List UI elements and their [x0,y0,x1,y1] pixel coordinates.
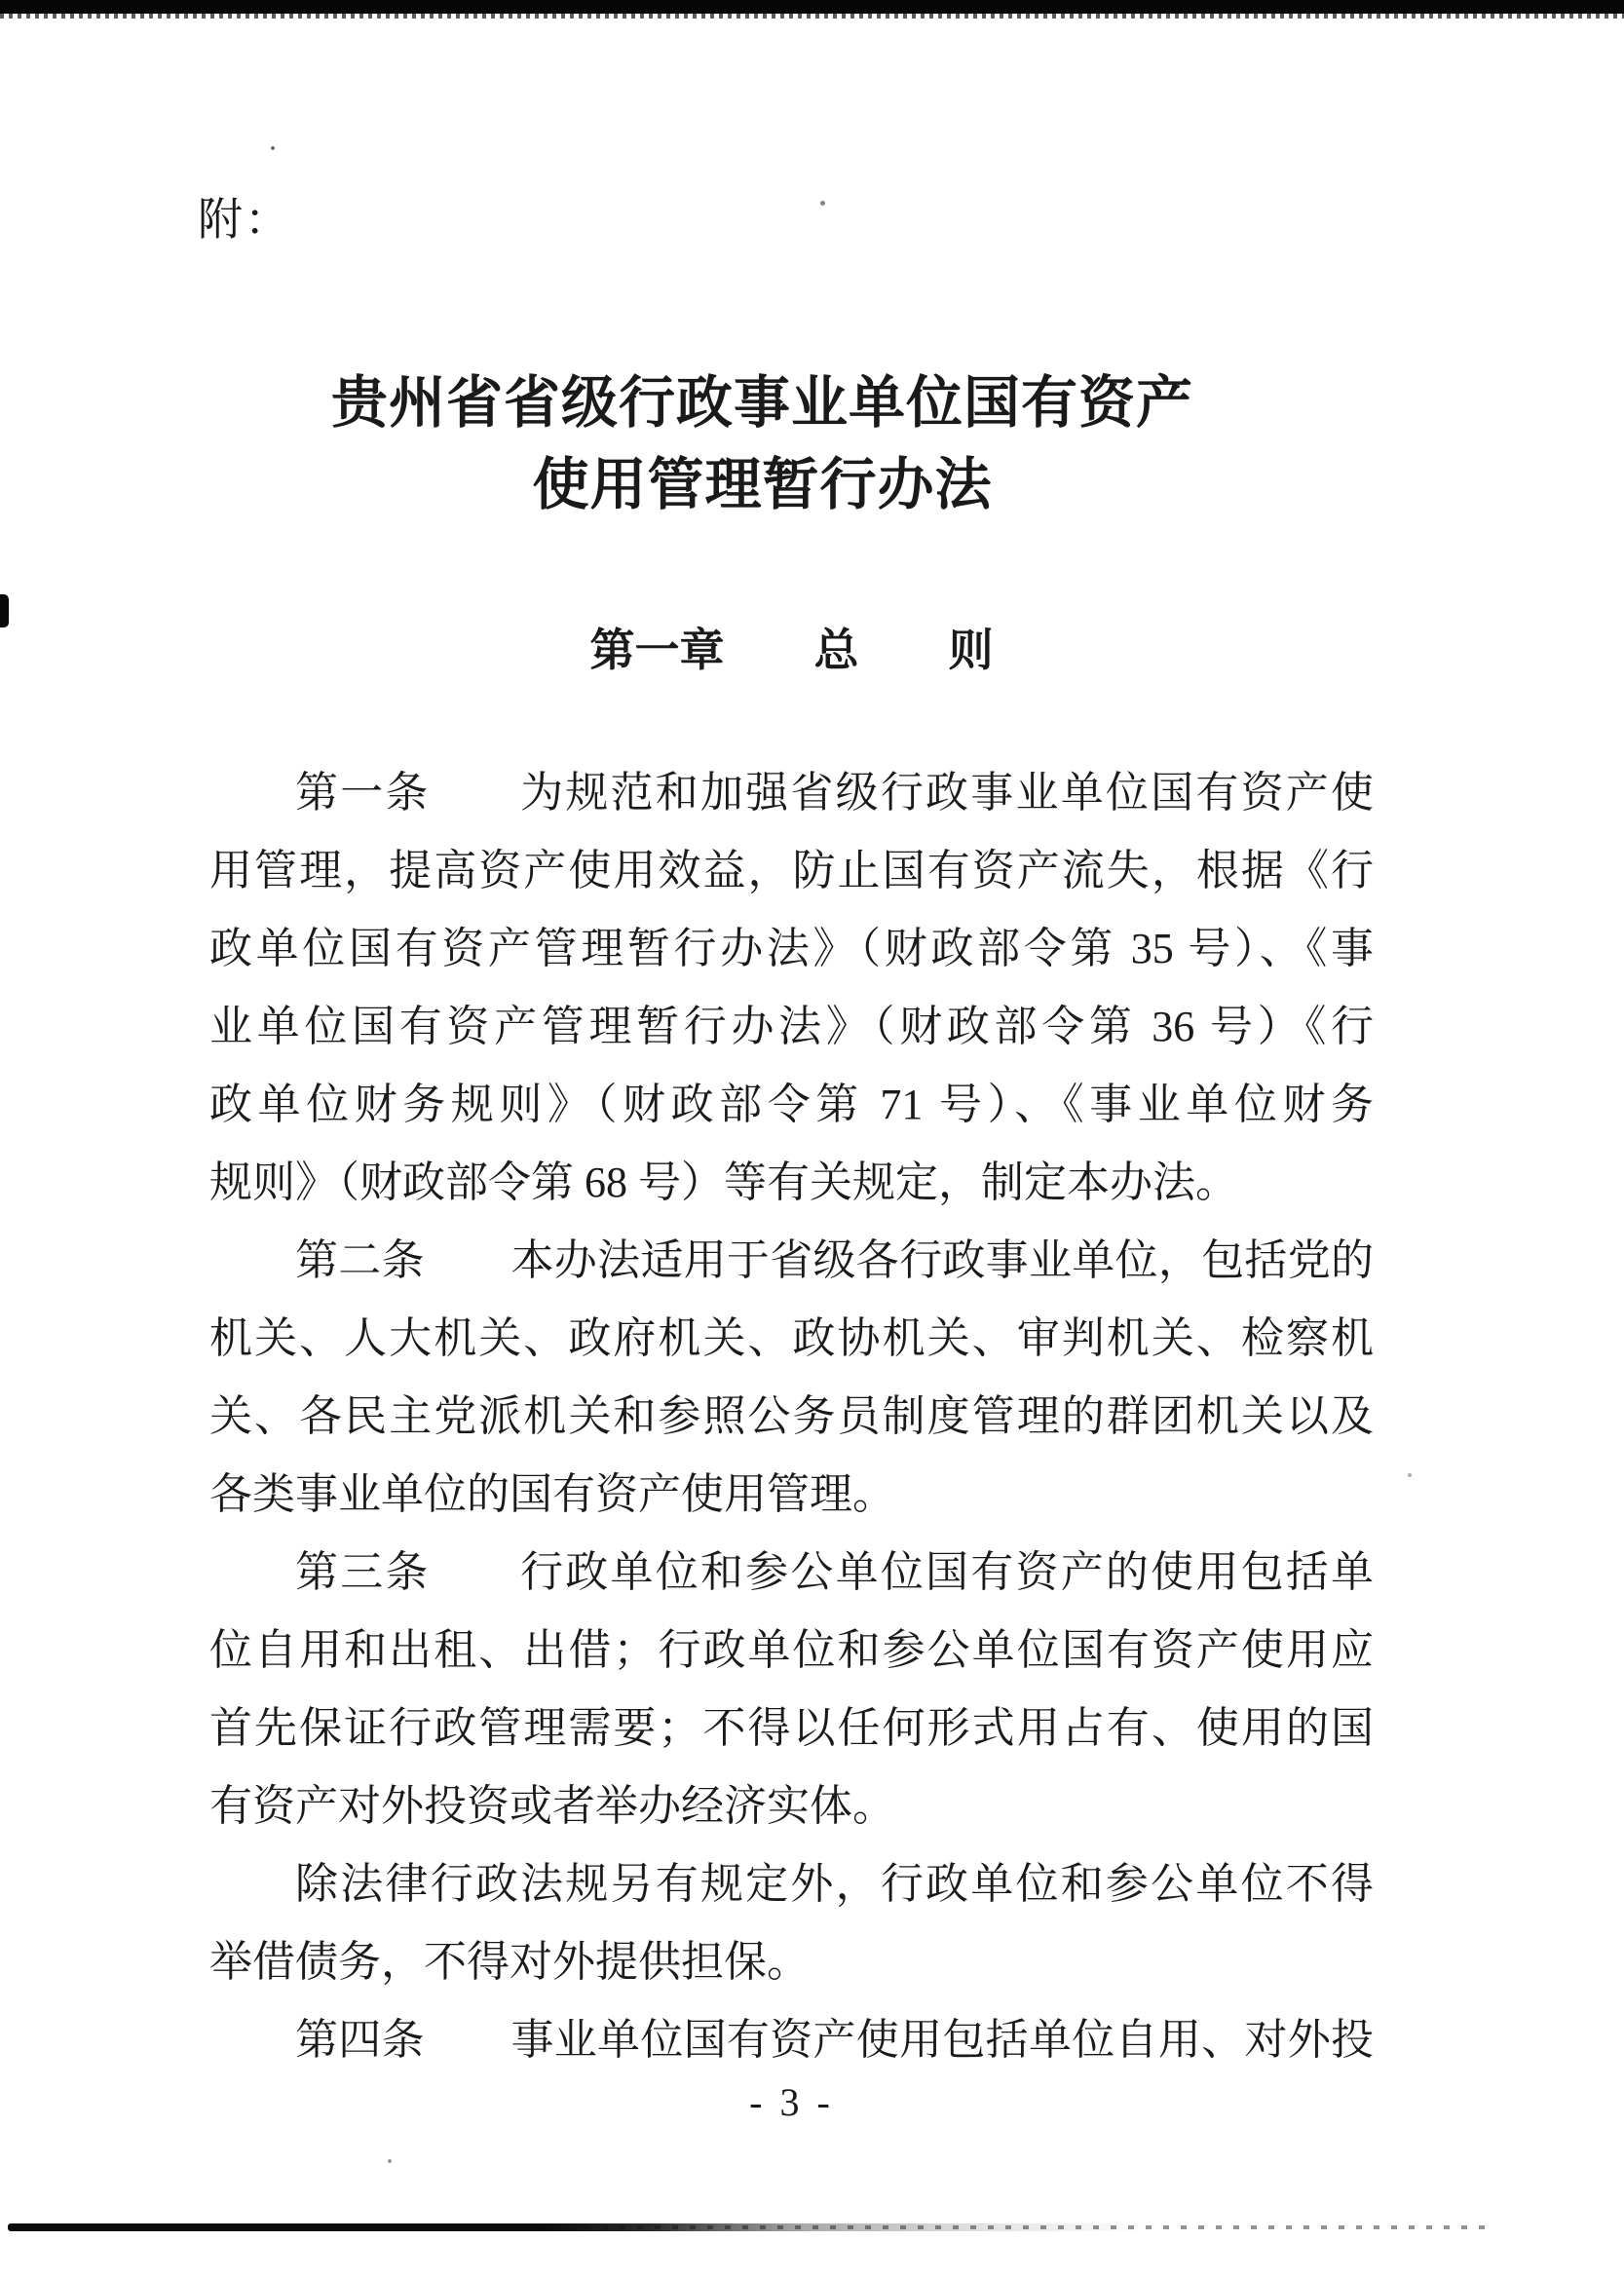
body-line: 业单位国有资产管理暂行办法》（财政部令第 36 号）《行 [209,1003,1374,1050]
body-line: 关、各民主党派机关和参照公务员制度管理的群团机关以及 [209,1392,1374,1440]
top-scan-bar-frayed-edge [0,14,1624,19]
body-line: 政单位财务规则》（财政部令第 71 号）、《事业单位财务 [209,1081,1374,1128]
body-line: 第二条 本办法适用于省级各行政事业单位，包括党的 [295,1236,1374,1284]
page-number: - 3 - [749,2080,834,2124]
scan-speck [820,201,825,206]
body-line: 规则》（财政部令第 68 号）等有关规定，制定本办法。 [209,1158,1238,1206]
scan-speck [388,2159,392,2163]
scan-speck [1408,1473,1412,1477]
top-scan-bar [0,0,1624,14]
body-line: 机关、人大机关、政府机关、政协机关、审判机关、检察机 [209,1314,1374,1362]
document-title-line2: 使用管理暂行办法 [532,453,993,516]
body-line: 各类事业单位的国有资产使用管理。 [209,1470,895,1518]
body-line: 第三条 行政单位和参公单位国有资产的使用包括单 [295,1548,1374,1596]
left-edge-scan-mark [0,594,9,627]
body-line: 举借债务，不得对外提供担保。 [209,1938,810,1986]
body-line: 首先保证行政管理需要；不得以任何形式用占有、使用的国 [209,1704,1374,1752]
body-line: 用管理，提高资产使用效益，防止国有资产流失，根据《行 [209,847,1374,894]
chapter-heading: 第一章 总 则 [589,626,994,675]
body-line: 位自用和出租、出借；行政单位和参公单位国有资产使用应 [209,1626,1374,1674]
body-line: 除法律行政法规另有规定外，行政单位和参公单位不得 [295,1860,1374,1908]
body-line: 第一条 为规范和加强省级行政事业单位国有资产使 [295,769,1374,817]
body-line: 有资产对外投资或者举办经济实体。 [209,1782,895,1830]
bottom-scan-streak-dots [585,2225,1491,2229]
scan-speck [271,146,275,150]
body-line: 政单位国有资产管理暂行办法》（财政部令第 35 号）、《事 [209,925,1374,972]
document-title-line1: 贵州省省级行政事业单位国有资产 [330,371,1193,435]
document-title [180,362,1344,526]
body-line: 第四条 事业单位国有资产使用包括单位自用、对外投 [295,2016,1374,2064]
attachment-label: 附： [198,195,291,245]
body-text [209,754,1374,2079]
